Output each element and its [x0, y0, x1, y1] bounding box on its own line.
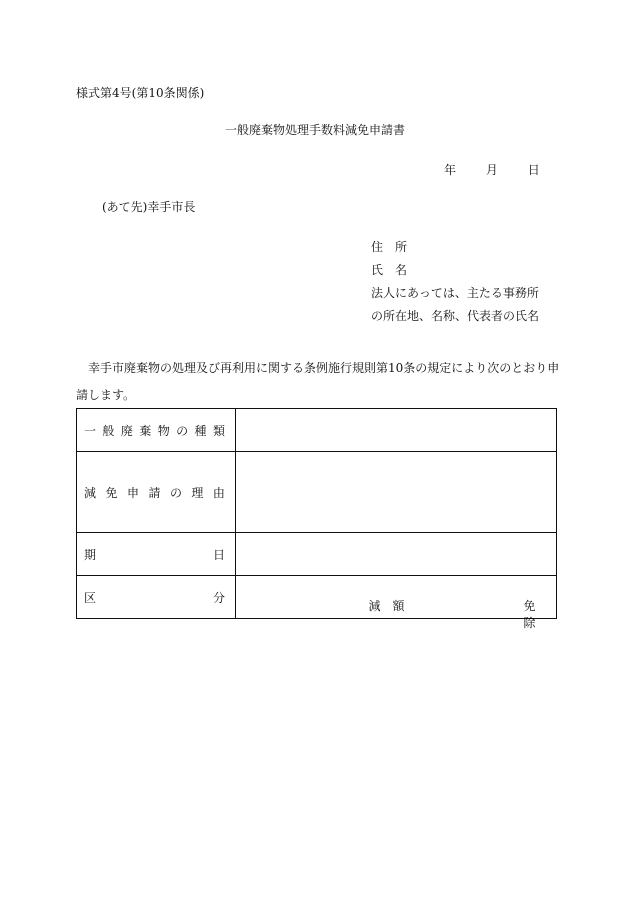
date-day: 日 — [527, 163, 540, 177]
corporate-note-line-1: 法人にあっては、主たる事務所 — [371, 286, 539, 300]
table-row — [77, 452, 557, 533]
application-table — [76, 408, 557, 630]
form-number: 様式第4号(第10条関係) — [76, 86, 205, 100]
waste-type-field[interactable] — [236, 409, 557, 452]
table-row — [77, 576, 557, 619]
reduction-reason-label: 減 免 申 請 の 理 由 — [77, 452, 236, 533]
application-statement: 幸手市廃棄物の処理及び再利用に関する条例施行規則第10条の規定により次のとおり申請します。 — [76, 361, 560, 402]
table-row — [77, 533, 557, 576]
option-reduction[interactable]: 減 額 — [368, 599, 405, 613]
corporate-note-line-2: の所在地、名称、代表者の氏名 — [371, 309, 540, 323]
date-year: 年 — [444, 163, 457, 177]
waste-type-label: 一 般 廃 棄 物 の 種 類 — [77, 409, 236, 452]
applicant-name-label: 氏 名 — [371, 263, 408, 277]
addressee: (あて先)幸手市長 — [102, 200, 196, 214]
classification-field — [236, 576, 557, 630]
document-title: 一般廃棄物処理手数料減免申請書 — [224, 123, 405, 137]
date-month: 月 — [485, 163, 498, 177]
period-field[interactable] — [236, 533, 557, 576]
date-line — [444, 161, 540, 178]
applicant-address-label: 住 所 — [371, 240, 408, 254]
reduction-reason-field[interactable] — [236, 452, 557, 533]
table-row — [77, 409, 557, 452]
option-exemption[interactable]: 免 除 — [523, 599, 548, 630]
period-label: 期 日 — [77, 533, 236, 576]
classification-label: 区 分 — [77, 576, 236, 619]
